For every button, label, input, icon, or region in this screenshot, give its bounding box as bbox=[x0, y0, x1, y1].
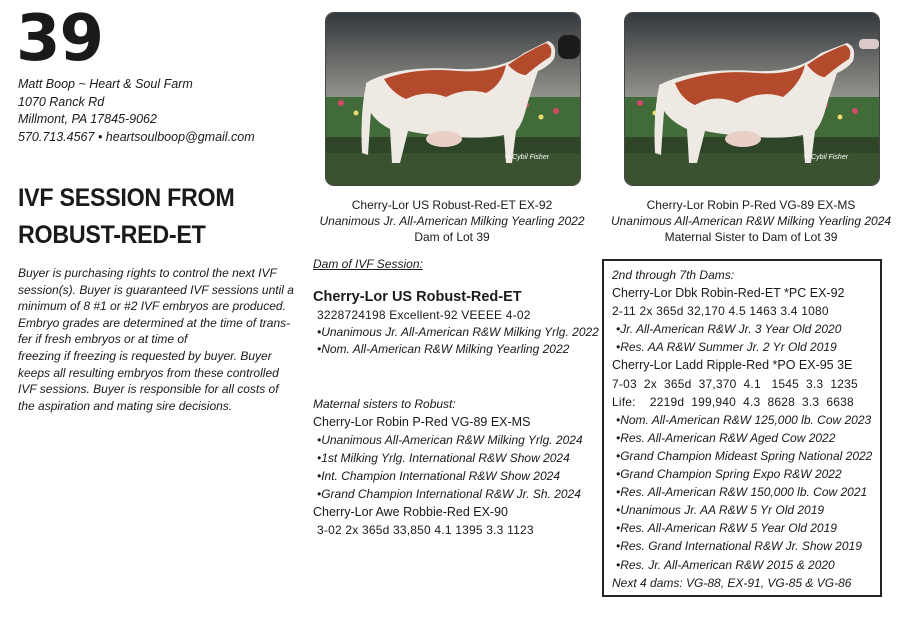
caption-line: Unanimous Jr. All-American Milking Yearling 2022 bbox=[319, 214, 585, 228]
headline-line: IVF SESSION FROM bbox=[18, 184, 235, 212]
maternal-sisters bbox=[313, 395, 583, 539]
dam-registration: 3228724198 Excellent-92 VEEEE 4-02 bbox=[317, 308, 531, 322]
sister-name: Cherry-Lor Robin P-Red VG-89 EX-MS bbox=[313, 415, 531, 429]
caption-line: Unanimous All-American R&W Milking Yearling 2024 bbox=[610, 214, 892, 228]
caption-line: Cherry-Lor Robin P-Red VG-89 EX-MS bbox=[646, 198, 856, 212]
terms-line: Embryo grades are determined at the time of trans- bbox=[18, 315, 291, 330]
ivf-terms bbox=[18, 265, 308, 414]
dam-honor: •Nom. All-American R&W 125,000 lb. Cow 2023 bbox=[616, 412, 872, 427]
dam-honor: •Nom. All-American R&W Milking Yearling 2022 bbox=[317, 342, 570, 356]
dam-section bbox=[313, 256, 599, 358]
caption-line: Cherry-Lor US Robust-Red-ET EX-92 bbox=[351, 198, 553, 212]
caption-line: Dam of Lot 39 bbox=[414, 230, 490, 244]
terms-line: the aspiration and mating sire decisions. bbox=[18, 398, 233, 413]
sister-honor: •Unanimous All-American R&W Milking Yrlg. 2024 bbox=[317, 433, 583, 447]
sister-record: 3-02 2x 365d 33,850 4.1 1395 3.3 1123 bbox=[317, 523, 534, 537]
terms-line: IVF sessions. Buyer is responsible for all costs of bbox=[18, 382, 279, 397]
dam-name: Cherry-Lor US Robust-Red-ET bbox=[313, 289, 522, 305]
consignor-city: Millmont, PA 17845-9062 bbox=[18, 112, 157, 126]
dam-lifetime-record: Life: 2219d 199,940 4.3 8628 3.3 6638 bbox=[612, 394, 854, 409]
sister-honor: •Int. Champion International R&W Show 2024 bbox=[317, 469, 560, 483]
consignor-name: Matt Boop ~ Heart & Soul Farm bbox=[18, 77, 193, 91]
terms-line: fer if fresh embryos or at time of bbox=[18, 332, 188, 347]
terms-line: session(s). Buyer is guaranteed IVF sessions until a bbox=[18, 282, 294, 297]
next-dams: Next 4 dams: VG-88, EX-91, VG-85 & VG-86 bbox=[612, 575, 852, 590]
dam-name: Cherry-Lor Dbk Robin-Red-ET *PC EX-92 bbox=[612, 286, 845, 301]
dam-record: 7-03 2x 365d 37,370 4.1 1545 3.3 1235 bbox=[612, 376, 858, 391]
dam-honor: •Res. All-American R&W 150,000 lb. Cow 2021 bbox=[616, 485, 868, 500]
consignor-contact bbox=[18, 76, 255, 146]
dam-honor: •Res. AA R&W Summer Jr. 2 Yr Old 2019 bbox=[616, 340, 837, 355]
dam-name: Cherry-Lor Ladd Ripple-Red *PO EX-95 3E bbox=[612, 358, 853, 373]
dam-record: 2-11 2x 365d 32,170 4.5 1463 3.4 1080 bbox=[612, 304, 829, 319]
dam-label: Dam of IVF Session: bbox=[313, 257, 423, 271]
terms-line: minimum of 8 #1 or #2 IVF embryos are produced. bbox=[18, 299, 286, 314]
dam-honor: •Res. All-American R&W Aged Cow 2022 bbox=[616, 430, 836, 445]
photo-credit: © Cybil Fisher bbox=[505, 154, 550, 161]
sister-honor: •Grand Champion International R&W Jr. Sh. 2024 bbox=[317, 487, 581, 501]
photo-robin-caption bbox=[601, 197, 900, 245]
terms-line: keeps all resulting embryos from these controlled bbox=[18, 365, 279, 380]
dam-honor: •Jr. All-American R&W Jr. 3 Year Old 2020 bbox=[616, 322, 842, 337]
caption-line: Maternal Sister to Dam of Lot 39 bbox=[664, 230, 838, 244]
sister-name: Cherry-Lor Awe Robbie-Red EX-90 bbox=[313, 505, 509, 519]
terms-line: Buyer is purchasing rights to control the next IVF bbox=[18, 266, 277, 280]
dam-honor: •Grand Champion Mideast Spring National 2022 bbox=[616, 448, 873, 463]
sister-honor: •1st Milking Yrlg. International R&W Show 2024 bbox=[317, 451, 570, 465]
headline-line: ROBUST-RED-ET bbox=[18, 221, 206, 249]
photo-robust-caption bbox=[302, 197, 602, 245]
lot-number: 39 bbox=[16, 2, 104, 76]
lot-headline bbox=[18, 180, 234, 254]
dam-honor: •Unanimous Jr. All-American R&W Milking Yrlg. 2022 bbox=[317, 325, 599, 339]
dam-honor: •Unanimous Jr. AA R&W 5 Yr Old 2019 bbox=[616, 503, 825, 518]
dam-honor: •Res. All-American R&W 5 Year Old 2019 bbox=[616, 521, 837, 536]
sisters-label: Maternal sisters to Robust: bbox=[313, 397, 456, 411]
consignor-phone-email: 570.713.4567 • heartsoulboop@gmail.com bbox=[18, 129, 255, 144]
dams-label: 2nd through 7th Dams: bbox=[612, 268, 735, 282]
dam-honor: •Res. Grand International R&W Jr. Show 2019 bbox=[616, 539, 862, 554]
consignor-street: 1070 Ranck Rd bbox=[18, 94, 105, 109]
terms-line: freezing if freezing is requested by buyer. Buyer bbox=[18, 348, 272, 363]
dams-box bbox=[602, 259, 882, 597]
dam-honor: •Grand Champion Spring Expo R&W 2022 bbox=[616, 467, 842, 482]
photo-credit: © Cybil Fisher bbox=[804, 154, 849, 161]
dam-honor: •Res. Jr. All-American R&W 2015 & 2020 bbox=[616, 557, 835, 572]
